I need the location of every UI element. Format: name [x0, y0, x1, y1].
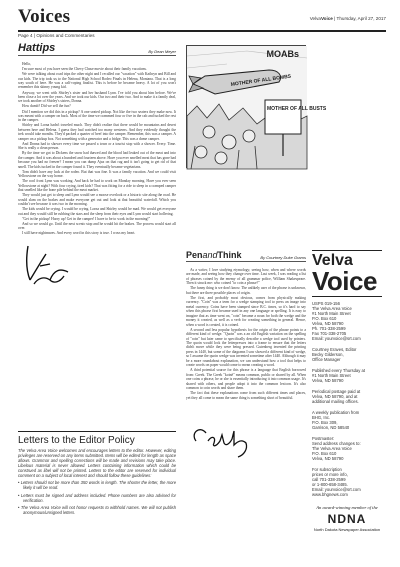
letters-policy [18, 431, 176, 518]
schedule-block [312, 368, 382, 383]
ndna-logo: NDNA [327, 512, 367, 527]
hattips-paragraph: By the time we got to Dickens the snow had thawed and the blood had leaked out of the meat and into the camper. And it was about a hundred and fourteen above. Have you ever smelled meat that has gone bad because you had no freezer? I mean you can dump Ajax on that rug and it isn't going to get rid of that smell. The kids tucked in the camper found it. They eventually became vegetarians. [18, 151, 176, 169]
pen-paragraph: A third potential source for this phrase is a language that English borrowed from: Greek. The Greek "koinē" means common, public or shared by all. When one coins a phrase, he or she is essentially introducing it into common usage. It's shared with others, and people adopt it into the common lexicon. It's also common to coin words and share them. [186, 368, 306, 391]
agency-line: P.O. Box 309, [312, 420, 338, 425]
postage-line: Periodical postage paid at [312, 389, 361, 394]
publication-info-sidebar [312, 250, 382, 532]
pen-and-think-body [186, 268, 306, 400]
pub-info-line: Email: yourvoice@srt.com [312, 336, 361, 341]
subscription-line: www.bhgnews.com [312, 492, 348, 497]
pen-and-think-header [186, 250, 306, 262]
ndna-award [312, 505, 382, 532]
schedule-line: #1 North Main Street [312, 373, 351, 378]
hattips-paragraph: And Donna had to shower every time we passed a town or a tourist stop with a shower. Every. Time. She is really a clean person. [18, 141, 176, 151]
hattips-paragraph: The kids would be crying. I would be crying. Lorna and Shirley would be mad. We would get everyone out and they would still be rubbing the stars and the sleep from their eyes and Lynn would start hollering. [18, 207, 176, 216]
bomb-label: MOTHER OF ALL BOMBS [230, 73, 292, 88]
title-part-pen: Pen [186, 250, 203, 260]
pen-and-think-title [186, 250, 242, 260]
hattips-paragraph: Shirley and Lorna hadn't traveled much. They didn't realize that there would be mountains and desert between here and Helena. I guess they had watched too many westerns. And they evidently thought the trek would take months. They'd packed a quarter of beef into the camper. Remember, this was a camper. A camper on a pickup box. Not something with a generator and a fridge. This was a dome camper. [18, 123, 176, 141]
postage-line: additional mailing offices. [312, 399, 359, 404]
paper-name-bold: Voice [320, 16, 333, 21]
velva-voice-logo [312, 250, 382, 296]
logo-rule [312, 296, 382, 297]
subscription-line: Email: yourvoice@srt.com [312, 487, 361, 492]
header-rule [18, 30, 386, 32]
issue-date: Thursday, April 27, 2017 [336, 16, 386, 21]
postage-block [312, 389, 382, 404]
postmaster-line: The Velva Area Voice [312, 446, 352, 451]
schedule-line: Velva, ND 58790 [312, 378, 344, 383]
staff-line: Office Manager [312, 357, 341, 362]
policy-rule: • Letters must be signed and address included. Phone numbers are also advised for verification. [18, 494, 176, 504]
hattips-paragraph: I still have nightmares. And every word in this story is true. I cross my heart. [22, 231, 136, 236]
policy-title: Letters to the Editor Policy [18, 431, 176, 446]
cartoon-illustration [187, 46, 327, 169]
pen-paragraph: The first, and probably most obvious, comes from physically making currency. "Coin" was a term for a wedge stamping tool to press an image into metal currency. Coins have been stamped since B.C. times, so it's hard to say when this phrase first became used in any one language or spelling. It is easy to imagine that as time went on, "coin" became a noun for both the wedge and the money it created, as well as a verb for creating something in general. Hence, when a word is created, it is coined. [186, 295, 306, 327]
hattips-paragraph: Hello, [22, 62, 32, 66]
pen-paragraph: The fact that these explanations come from such different times and places, yet they all come to mean the same thing is something short of beautiful. [186, 391, 306, 400]
agency-line: A weekly publication from [312, 410, 360, 415]
logo-velva: Velva [312, 252, 353, 269]
postage-line: Velva, ND 58790, and at [312, 394, 358, 399]
author-signature [20, 240, 80, 290]
hattips-header [18, 42, 176, 56]
staff-line: Becky Gilderson, [312, 352, 344, 357]
pub-info-line: #1 North Main Street [312, 311, 351, 316]
masthead [18, 6, 386, 28]
policy-rule: • Letters should not be more than 350 words in length. The shorter the letter, the more likely it will be read. [18, 481, 176, 491]
agency-line: Garrison, ND 58540 [312, 425, 350, 430]
page-section-label: Opinions and Commentaries [36, 33, 95, 38]
postmaster-block [312, 436, 382, 461]
hattips-byline: By Dean Meyer [148, 49, 176, 54]
hattips-body [18, 62, 176, 236]
page-subhead: Page 4 | Opinions and Commentaries [18, 33, 95, 38]
subscription-block [312, 467, 382, 497]
hattips-paragraph: We were talking about road trips the other night and I recalled our "vacation" with Kathryn and Bill and our kids. The trip took us to the National High School Rodeo Finals in Helena, Montana. That is a long way south of here. He was a calf-roping finalist. This is before he became heavy. A lot of you won't remember this skinny young kid. [18, 72, 176, 90]
staff-line: Courtney Eraves, Editor [312, 347, 357, 352]
pub-info-line: Velva, ND 58790 [312, 321, 344, 326]
paper-dateline: VelvaVoice | Thursday, April 27, 2017 [309, 16, 386, 21]
pen-paragraph: The funny thing is we don't know. The unlikely user of the phrase is unknown, but there are three possible places of origin. [186, 286, 306, 295]
columnist-signature [186, 411, 266, 461]
hattips-paragraph: "Get in the pickup! Hurry up! Get in the camper! I have to be to work in the morning!" [22, 216, 151, 221]
hattips-title: Hattips [18, 42, 56, 54]
subscription-line: call 701-338-2599 [312, 477, 346, 482]
policy-rule: • The Velva Area Voice will not honor requests to withhold names. We will not publish anonymous/unsigned letters. [18, 506, 176, 516]
pub-info-line: The Velva Area Voice [312, 306, 352, 311]
hattips-paragraph: The cool front Lynn was working. And back he had to work on Monday morning. Have you ever seen Yellowstone at night? With four crying, tired kids? That was fitting for a ride to sleep in a cramped camper that smelled like the bone pile behind the meat market. [18, 179, 176, 193]
postmaster-line: P.O. Box 610 [312, 451, 337, 456]
hattips-paragraph: I'm sure most of you have seen the Chevy Chase movie about their family vacations. [22, 67, 147, 72]
pen-paragraph: As a writer, I love studying etymology; seeing how, when and where words are made, and seeing how they change over time. Last week, I was reading a list of phrases coined by the enemy of all grammar police, William Shakespeare. Then it struck me: who coined "to coin a phrase?" [186, 268, 306, 286]
pub-info-line: Ph. 701-338-2599 [312, 326, 346, 331]
hattips-paragraph: They would just get to sleep and Lynn would see a moose overlook or a historic site along the road. He would slam on the brakes and make everyone get out and look at that beautiful waterfall. Which you couldn't see because it was two in the morning. [18, 193, 176, 207]
logo-voice: Voice [312, 266, 377, 296]
policy-rules [18, 481, 176, 515]
schedule-line: Published every Thursday at [312, 368, 365, 373]
staff-block [312, 347, 382, 362]
pub-info-line: USPS 019-156 [312, 301, 340, 306]
award-text: An award-winning member of the [316, 505, 378, 510]
subscription-line: or 1-800-658-3485. [312, 482, 348, 487]
policy-body [18, 449, 176, 516]
hattips-paragraph: Tom didn't have any luck at the rodeo. But that was fine. It was a family vacation. And we could visit Yellowstone on the way home. [18, 169, 176, 179]
title-part-think: Think [217, 250, 242, 260]
postmaster-line: Send address changes to: [312, 441, 361, 446]
paper-name: Velva [309, 16, 321, 21]
editorial-cartoon [186, 45, 327, 168]
hattips-paragraph: And so we would go. Until the next scenic stop and he would hit the brakes. The process would start all over. [18, 221, 176, 231]
sign-label: MOTHER OF ALL BUSTS [267, 106, 327, 112]
pen-and-think-column [186, 250, 306, 465]
agency-line: BHG, Inc. [312, 415, 331, 420]
subscription-line: prices or more info, [312, 472, 348, 477]
hattips-paragraph: Did I mention we did this in a pickup? A one seated pickup. Not like the two seaters they make now. It was meant with a camper on back. Most of the time we crammed four or five in the cab and tucked the rest in the camper. [18, 109, 176, 123]
hattips-paragraph: How dumb? Did we sell the fun? [22, 104, 71, 109]
postmaster-line: Postmaster: [312, 436, 335, 441]
policy-intro: The Velva Area Voice welcomes and encourages letters to the editor. However, editing privileges are reserved on any items submitted. Items will be edited for length as space allows. Grammar and spelling corrections will be made and revisions may take place. Libelous material is never allowed. Letters containing information which could be construed as libel will not be printed. Letters to the editor are reserved for individual comment on a subject of local interest and should follow these guidelines: [18, 448, 176, 478]
section-title: Voices [18, 6, 71, 27]
title-part-and: and [202, 250, 218, 260]
subscription-line: For subscription [312, 467, 342, 472]
cartoon-title: MOABs [266, 49, 299, 59]
ndna-subtitle: North Dakota Newspaper Association [313, 527, 381, 533]
hattips-paragraph: Anyway, we went with Shirley's sister and her husband Lynn. I've told you about him before. We've been close a lot over the years. And we took our kids. Our two and their two. And to make it a family deal, we took another of Shirley's sisters, Donna. [18, 90, 176, 104]
agency-block [312, 410, 382, 430]
pub-info-block [312, 301, 382, 341]
pen-and-think-byline: By Courtney Duke Grams [260, 255, 306, 260]
hattips-column [18, 42, 176, 294]
pen-paragraph: A second and less popular hypothesis for the origin of the phrase points to a different kind of wedge. "Quoin" was a an old English variation on the spelling of "coin" but later came to specifically describe a wedge tool used by printers. The quoin would lock the letterpresses into a frame to ensure that the letters didn't move while they were being pressed. Gutenberg invented the printing press in 1440, but some of the diagrams I saw showed a different kind of wedge, so I assume the quoin wedge was invented sometime after 1440. Although it may be a more roundabout explanation, we can understand how a tool that helps to create words on paper would come to mean creating a word. [186, 327, 306, 368]
pub-info-line: P.O. Box 610 [312, 316, 337, 321]
pub-info-line: Fax 701-338-2705 [312, 331, 347, 336]
postmaster-line: Velva, ND 58790 [312, 456, 344, 461]
page-label: Page 4 [18, 33, 33, 38]
